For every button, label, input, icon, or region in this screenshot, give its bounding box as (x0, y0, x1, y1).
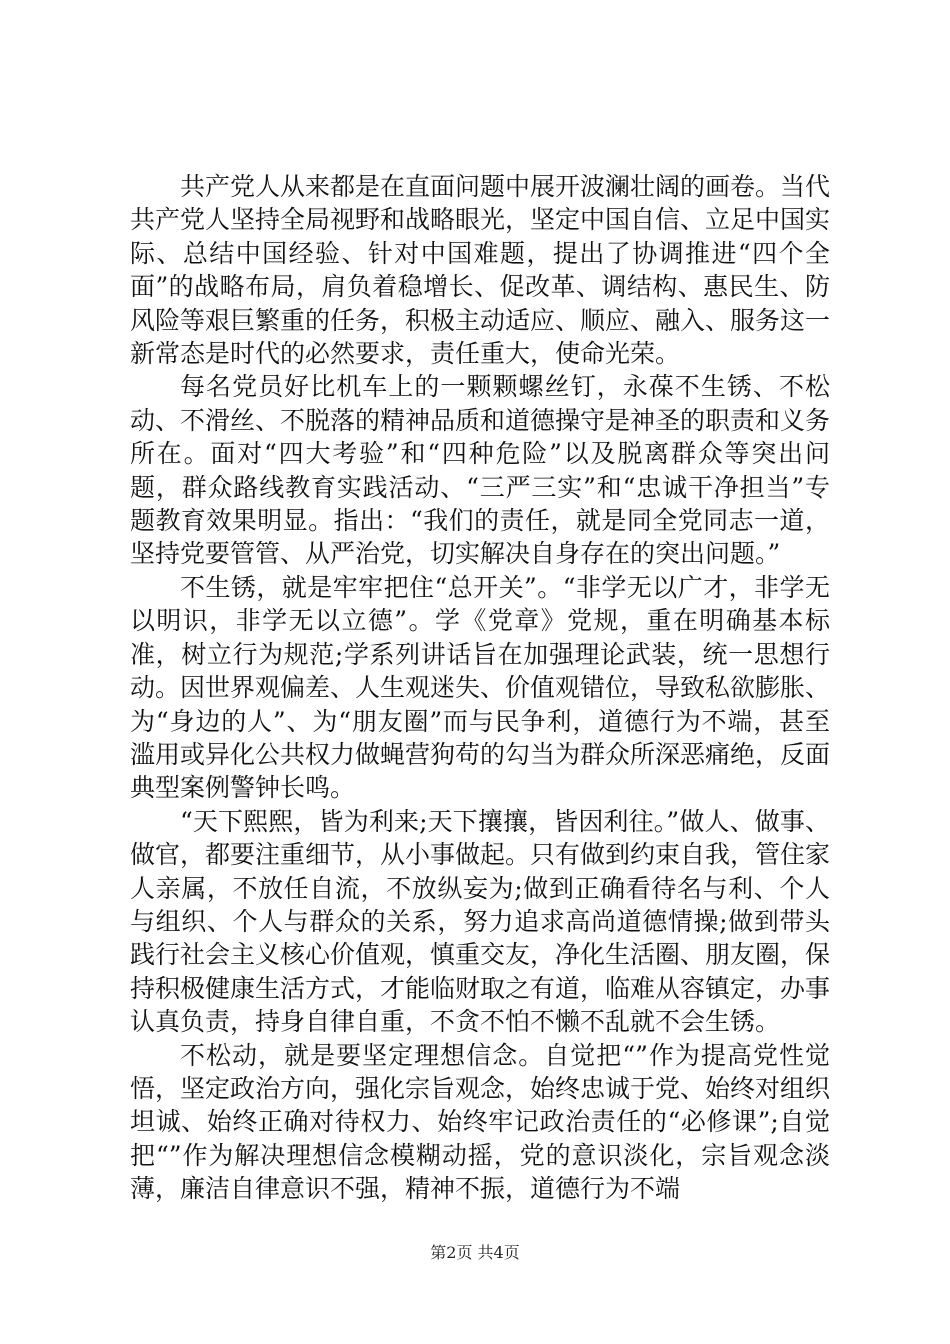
paragraph-5: 不松动，就是要坚定理想信念。自觉把“”作为提高党性觉悟，坚定政治方向，强化宗旨观念，始终忠诚于党、始终对组织坦诚、始终正确对待权力、始终牢记政治责任的“必修课”;自觉把“”作为解决理想信念模糊动摇，党的意识淡化，宗旨观念淡薄，廉洁自律意识不强，精神不振，道德行为不端 (130, 1040, 831, 1204)
document-body (130, 170, 830, 1206)
page-number-footer: 第2页 共4页 (430, 1243, 520, 1262)
paragraph-3: 不生锈，就是牢牢把住“总开关”。“非学无以广才，非学无以明识，非学无以立德”。学《党章》党规，重在明确基本标准，树立行为规范;学系列讲话旨在加强理论武装，统一思想行动。因世界观偏差、人生观迷失、价值观错位，导致私欲膨胀、为“身边的人”、为“朋友圈”而与民争利，道德行为不端，甚至滥用或异化公共权力做蝇营狗苟的勾当为群众所深恶痛绝，反面典型案例警钟长鸣。 (130, 572, 831, 803)
paragraph-4: “天下熙熙，皆为利来;天下攘攘，皆因利往。”做人、做事、做官，都要注重细节，从小事做起。只有做到约束自我，管住家人亲属，不放任自流，不放纵妄为;做到正确看待名与利、个人与组织、个人与群众的关系，努力追求高尚道德情操;做到带头践行社会主义核心价值观，慎重交友，净化生活圈、朋友圈，保持积极健康生活方式，才能临财取之有道，临难从容镇定，办事认真负责，持身自律自重，不贪不怕不懒不乱就不会生锈。 (130, 806, 831, 1037)
paragraph-2: 每名党员好比机车上的一颗颗螺丝钉，永葆不生锈、不松动、不滑丝、不脱落的精神品质和道德操守是神圣的职责和义务所在。面对“四大考验”和“四种危险”以及脱离群众等突出问题，群众路线教育实践活动、“三严三实”和“忠诚干净担当”专题教育效果明显。指出：“我们的责任，就是同全党同志一道，坚持党要管管、从严治党，切实解决自身存在的突出问题。” (130, 372, 831, 569)
paragraph-1: 共产党人从来都是在直面问题中展开波澜壮阔的画卷。当代共产党人坚持全局视野和战略眼光，坚定中国自信、立足中国实际、总结中国经验、针对中国难题，提出了协调推进“四个全面”的战略布局，肩负着稳增长、促改革、调结构、惠民生、防风险等艰巨繁重的任务，积极主动适应、顺应、融入、服务这一新常态是时代的必然要求，责任重大，使命光荣。 (130, 172, 831, 369)
